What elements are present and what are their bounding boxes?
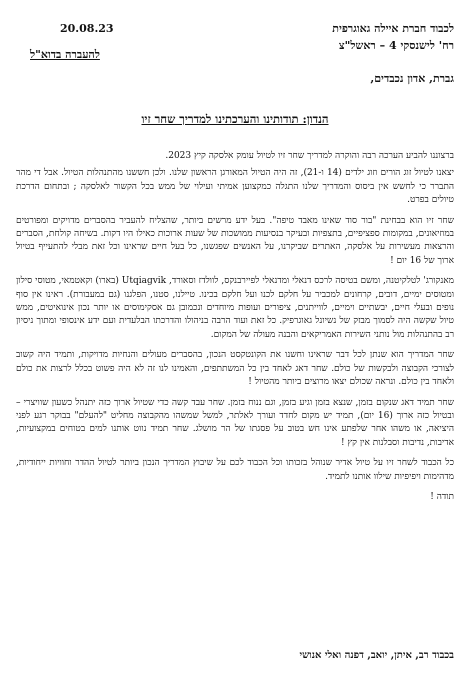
letter-subject: הנדון: תודותינו והערכתינו למדריך שחר זיו	[141, 112, 329, 126]
paragraph: תודה !	[430, 491, 454, 502]
paragraph: מאנקורג' לטלקיטנה, ומשם בטיסה לרכס דנאלי ומדנאלי לפיירבנקס, לוולדז וסאורד, Utqiagvik (בארו) וקאטמאי, מטוסי סילון ומטוסים ימיים, דובים, קרחונים למכביר על חלקם לכנו ועל חלקם בכינו. טיילנו, סטנו, הפלגנו (גם במעבורת). ראינו אין סוף נופים ובעלי חיים, יבשתיים וימיים, לווייתנים, ציפורים ועופות מיוחדים ונכמובן גם אסקימוסים או יותר נכון אינואיטים, ממש טיול שקשה היה לסמוך מבזק של נשיונל גאוגרפיק. כל זאת ועוד הרבה בניהולו והדרכתו הבלעדית ועם ידע אינסופי ומתוך ניסיון רב בהתנהלות מול נותני השירות האמריקאים והבנה מעולה של המקום.	[16, 276, 454, 340]
forwarding-note: להעברה בדוא"ל	[30, 48, 100, 61]
letter-date: 20.08.23	[60, 22, 114, 35]
paragraph: שחר זיו הוא בבחינת "בור סוד שאינו מאבד טיפה". בעל ידע מרשים ביותר, שהצליח להעביר בהסברים מדויקים ומפורטים במוזיאונים, במקומות ספציפיים, בתצפיות ובעיקר בנסיעות ממושכות של שעות ארוכות כאילו היו דקות. בשיחה קולחת, הסברים והרצאות מעשירות על אלסקה, האתרים שביקרנו, על האנשים שפגשנו, כל בעל חיים שראינו וכל זאת מבלי להתעייף בטיול ארוך של 16 יום !	[16, 215, 455, 266]
recipient-address: רח' לישנסקי 4 – ראשל"צ	[338, 39, 454, 52]
greeting: גברת, אדון נכבדים,	[370, 72, 454, 85]
recipient-company: לכבוד חברת איילה גאוגרפית	[332, 22, 454, 35]
paragraph: שחר המדריך הוא שנתן לכל דבר שראינו וחשנו את הקונטקסט הנכון, בהסברים מעולים והנחיות מדויקות, ותמיד היה קשוב לצורכי הקבוצה ולבקשות של כולם. שחר דאג לאחד בין כל המשתתפים, והאמינו לנו זה לא היה פשוט בכלל לרצות את כולם ולאחד בין כולם. ונראה שכולם יצאו מרוצים ביותר מהטיול !	[16, 350, 454, 388]
paragraph: ברצוננו להביע הערכה רבה והוקרה למדריך שחר זיו לטיול עומק אלסקה קיץ 2023.	[165, 151, 454, 161]
paragraph: כל הכבוד לשחר זיו על טיול אדיר שנוהל בזכותו וכל הכבוד לכם על שיבוץ המדריך הנכון ביותר לטיול ההדר וחוויות ייחודיות, מדהימות ויפיפיות שילוו אותנו לתמיד.	[16, 458, 454, 482]
signature: בכבוד רב, איתן, יואב, דפנה ואלי אנושי	[299, 650, 454, 661]
paragraph: יצאנו לטיול זוג הורים וזוג ילדים (14 ו-21), זה היה הטיול המאורגן הראשון שלנו. ולכן חששנו מהתנהלות הטיול. אבל די מהר התברר כי לחשש אין ביסוס והמדריך שלנו התגלה כמקצוען אמיתי ועילוי של ממש בכל הקשור לאלסקה ; ובתחום הדרכת טיולים בפרט.	[16, 168, 454, 206]
letter-body	[16, 150, 454, 511]
paragraph: שחר תמיד דאג שנקום בזמן, שנצא בזמן וגיע בזמן, וגם ננוח בזמן. שחר עבד קשה כדי שטיול ארוך כזה יתנהל כשעון שוויצרי – ובטיול כזה ארוך (16 יום), תמיד יש מקום לחדד ועורך לאלתר, למשל שמשהו מהקבוצה מחליט "להעלם" בבוקר רגע לפני היציאה, או משהו אחר שלפתע אינו חש בטוב על פסגתו של הר מושלג. שחר תמיד נווט אותנו למים בטוחים במקצועיות, אדיבות, נדיבות וסבלנות אין קץ !	[16, 397, 454, 448]
